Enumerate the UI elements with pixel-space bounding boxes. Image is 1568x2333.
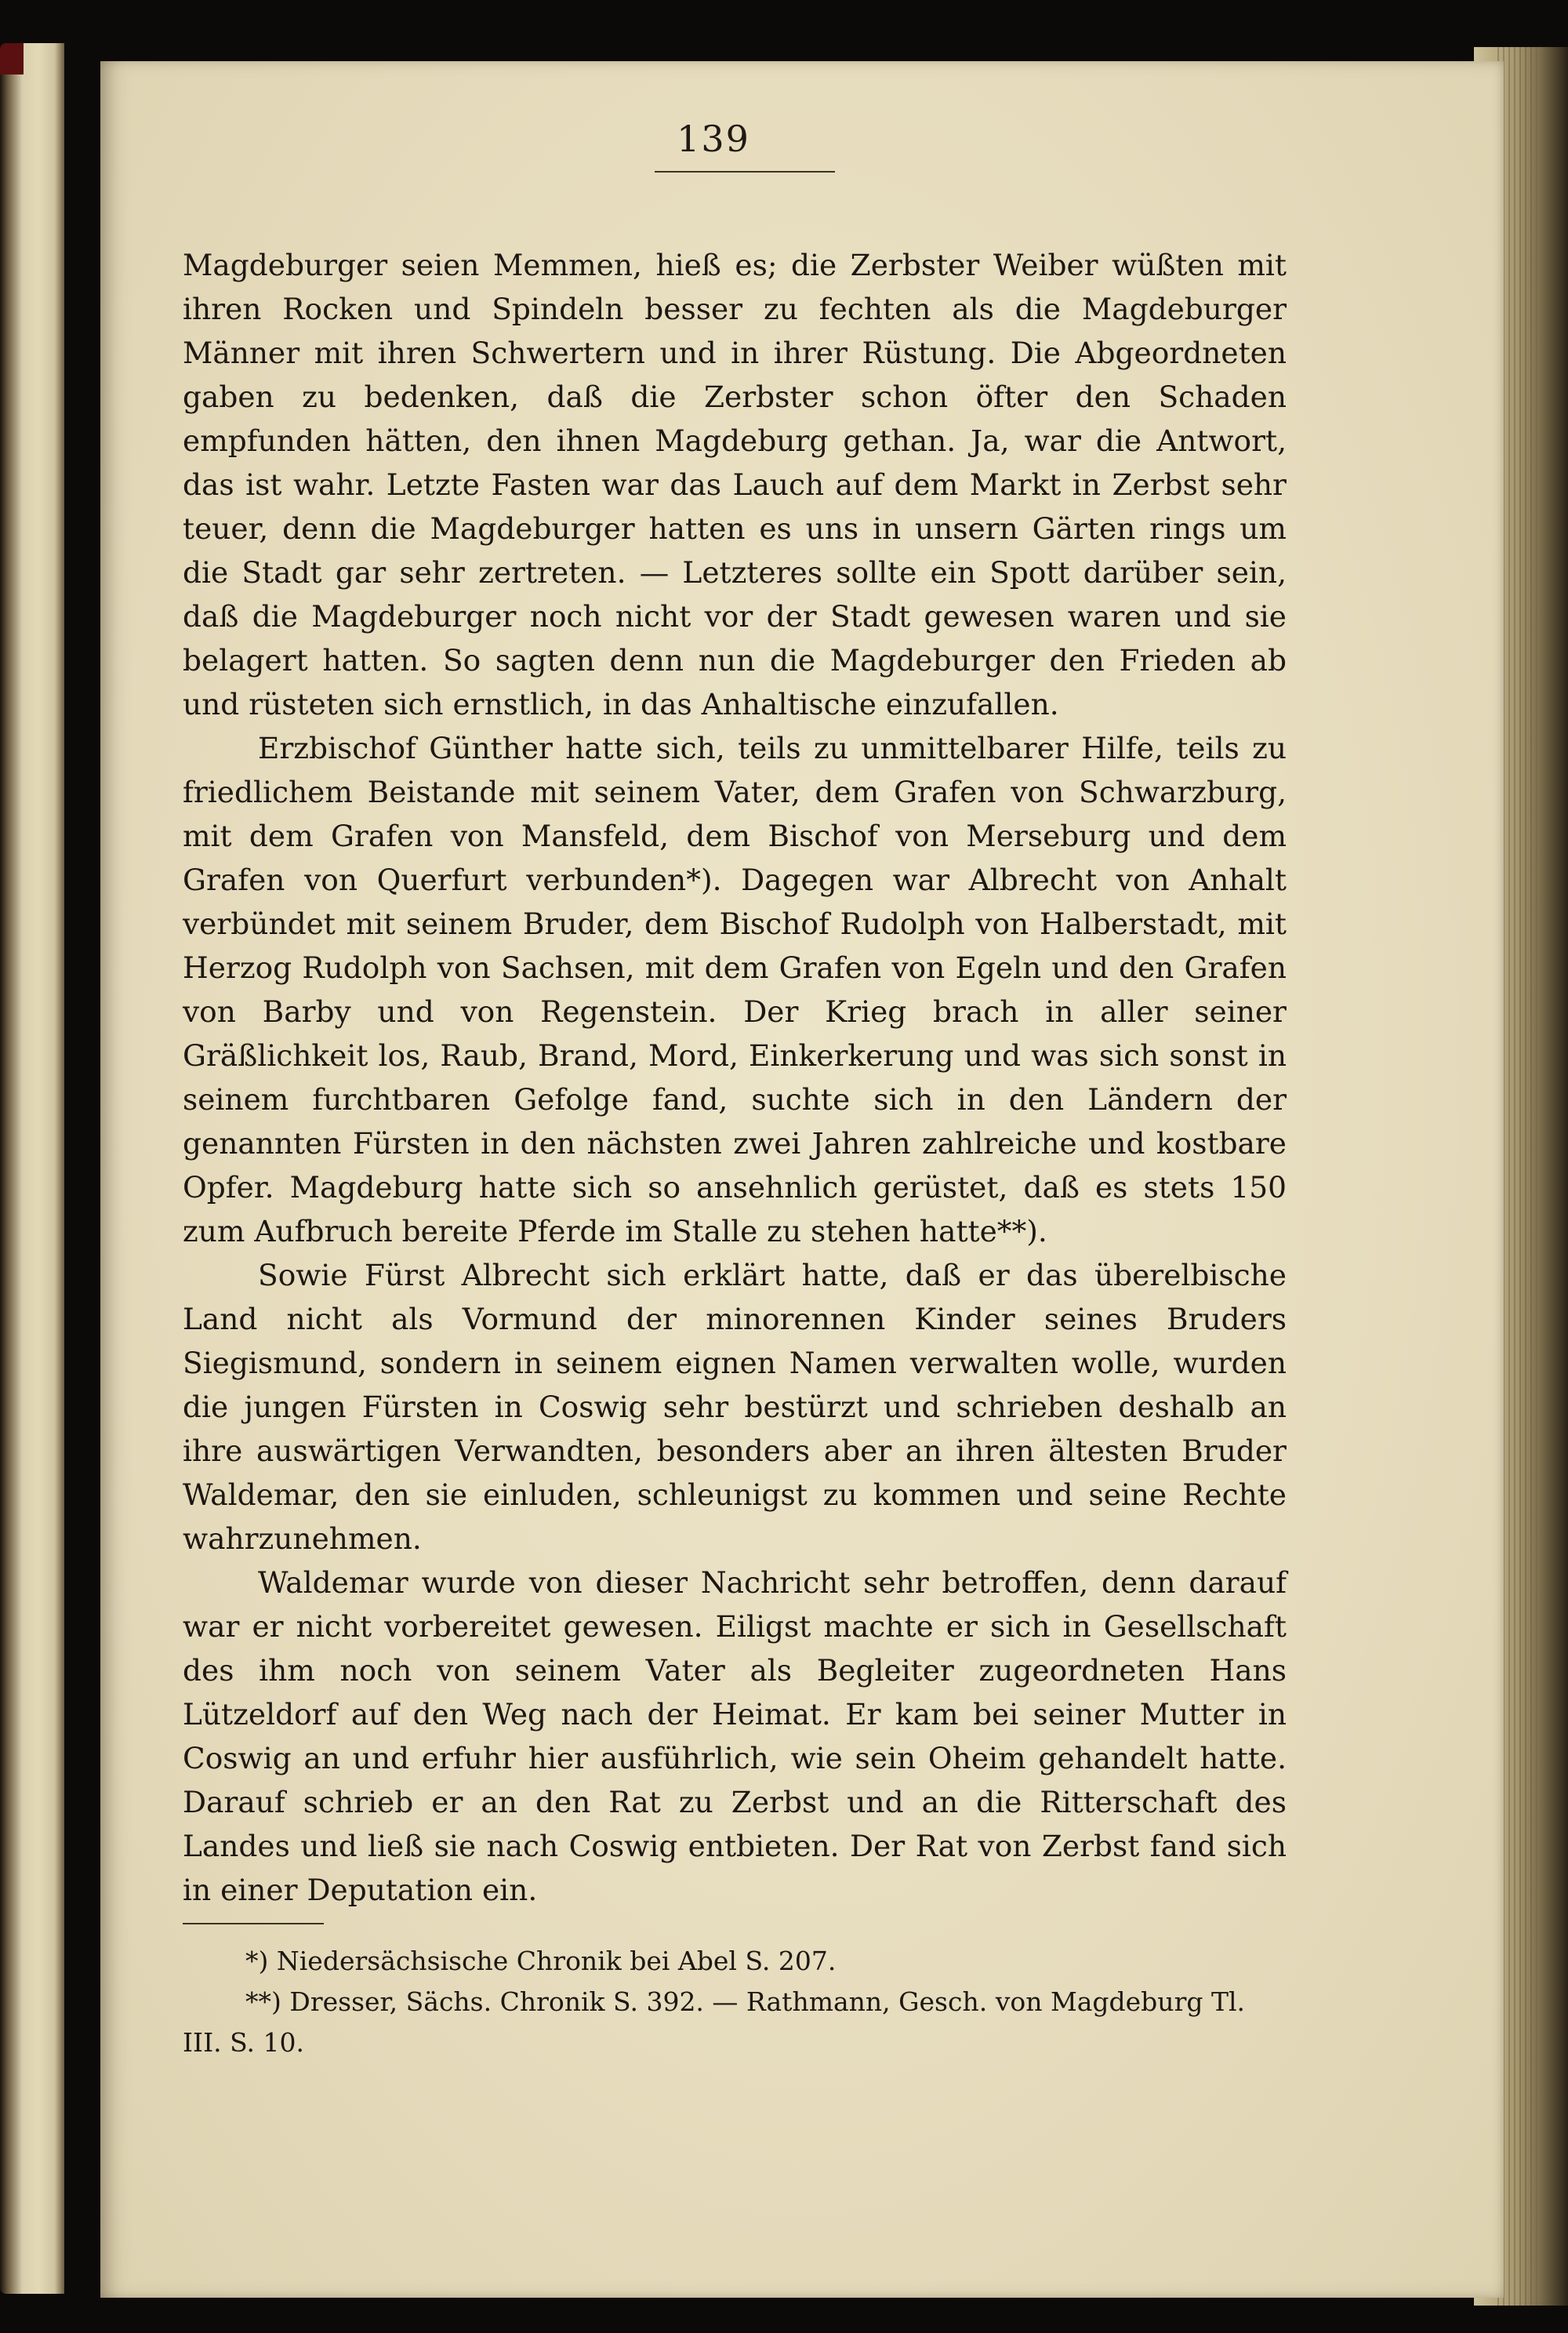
- paragraph-4: Waldemar wurde von dieser Nachricht sehr betroffen, denn darauf war er nicht vorbereitet gewesen. Eiligst machte er sich in Gesellschaft des ihm noch von seinem Vater als Begleiter zugeordneten Hans Lützeldorf auf den Weg nach der Heimat. Er kam bei seiner Mutter in Coswig an und erfuhr hier ausführlich, wie sein Oheim gehandelt hatte. Darauf schrieb er an den Rat zu Zerbst und an die Ritterschaft des Landes und ließ sie nach Coswig entbieten. Der Rat von Zerbst fand sich in einer Deputation ein.: [183, 1565, 1287, 1907]
- page-number: 139: [677, 118, 750, 160]
- header-rule: [655, 171, 835, 173]
- footnote-2-marker: **): [245, 1986, 281, 2017]
- footnote-1-marker: *): [245, 1946, 269, 1976]
- paragraph-1: Magdeburger seien Memmen, hieß es; die Zerbster Weiber wüßten mit ihren Rocken und Spindeln besser zu fechten als die Magdeburger Männer mit ihren Schwertern und in ihrer Rüstung. Die Abgeordneten gaben zu bedenken, daß die Zerbster schon öfter den Schaden empfunden hätten, den ihnen Magdeburg gethan. Ja, war die Antwort, das ist wahr. Letzte Fasten war das Lauch auf dem Markt in Zerbst sehr teuer, denn die Magdeburger hatten es uns in unsern Gärten rings um die Stadt gar sehr zertreten. — Letzteres sollte ein Spott darüber sein, daß die Magdeburger noch nicht vor der Stadt gewesen waren und sie belagert hatten. So sagten denn nun die Magdeburger den Frieden ab und rüsteten sich ernstlich, in das Anhaltische einzufallen.: [183, 248, 1287, 721]
- footnote-1: [183, 1941, 1287, 1982]
- paragraph-3: Sowie Fürst Albrecht sich erklärt hatte, daß er das überelbische Land nicht als Vormund der minorennen Kinder seines Bruders Siegismund, sondern in seinem eignen Namen verwalten wolle, wurden die jungen Fürsten in Coswig sehr bestürzt und schrieben deshalb an ihre auswärtigen Verwandten, besonders aber an ihren ältesten Bruder Waldemar, den sie einluden, schleunigst zu kommen und seine Rechte wahrzunehmen.: [183, 1258, 1287, 1556]
- binding-corner: [0, 43, 24, 74]
- footnote-1-text: Niedersächsische Chronik bei Abel S. 207.: [276, 1946, 837, 1976]
- footnotes: [183, 1941, 1287, 2063]
- footnote-2-text: Dresser, Sächs. Chronik S. 392. — Rathmann, Gesch. von Magdeburg Tl. III. S. 10.: [183, 1986, 1246, 2058]
- paragraph-2: Erzbischof Günther hatte sich, teils zu unmittelbarer Hilfe, teils zu friedlichem Beistande mit seinem Vater, dem Grafen von Schwarzburg, mit dem Grafen von Mansfeld, dem Bischof von Merseburg und dem Grafen von Querfurt verbunden*). Dagegen war Albrecht von Anhalt verbündet mit seinem Bruder, dem Bischof Rudolph von Halberstadt, mit Herzog Rudolph von Sachsen, mit dem Grafen von Egeln und den Grafen von Barby und von Regenstein. Der Krieg brach in aller seiner Gräßlichkeit los, Raub, Brand, Mord, Einkerkerung und was sich sonst in seinem furchtbaren Gefolge fand, suchte sich in den Ländern der genannten Fürsten in den nächsten zwei Jahren zahlreiche und kostbare Opfer. Magdeburg hatte sich so ansehnlich gerüstet, daß es stets 150 zum Aufbruch bereite Pferde im Stalle zu stehen hatte**).: [183, 731, 1287, 1248]
- body-text: [183, 243, 1287, 1912]
- footnote-2: [183, 1982, 1287, 2063]
- left-page-edge: [0, 43, 64, 2294]
- footnote-rule: [183, 1923, 324, 1924]
